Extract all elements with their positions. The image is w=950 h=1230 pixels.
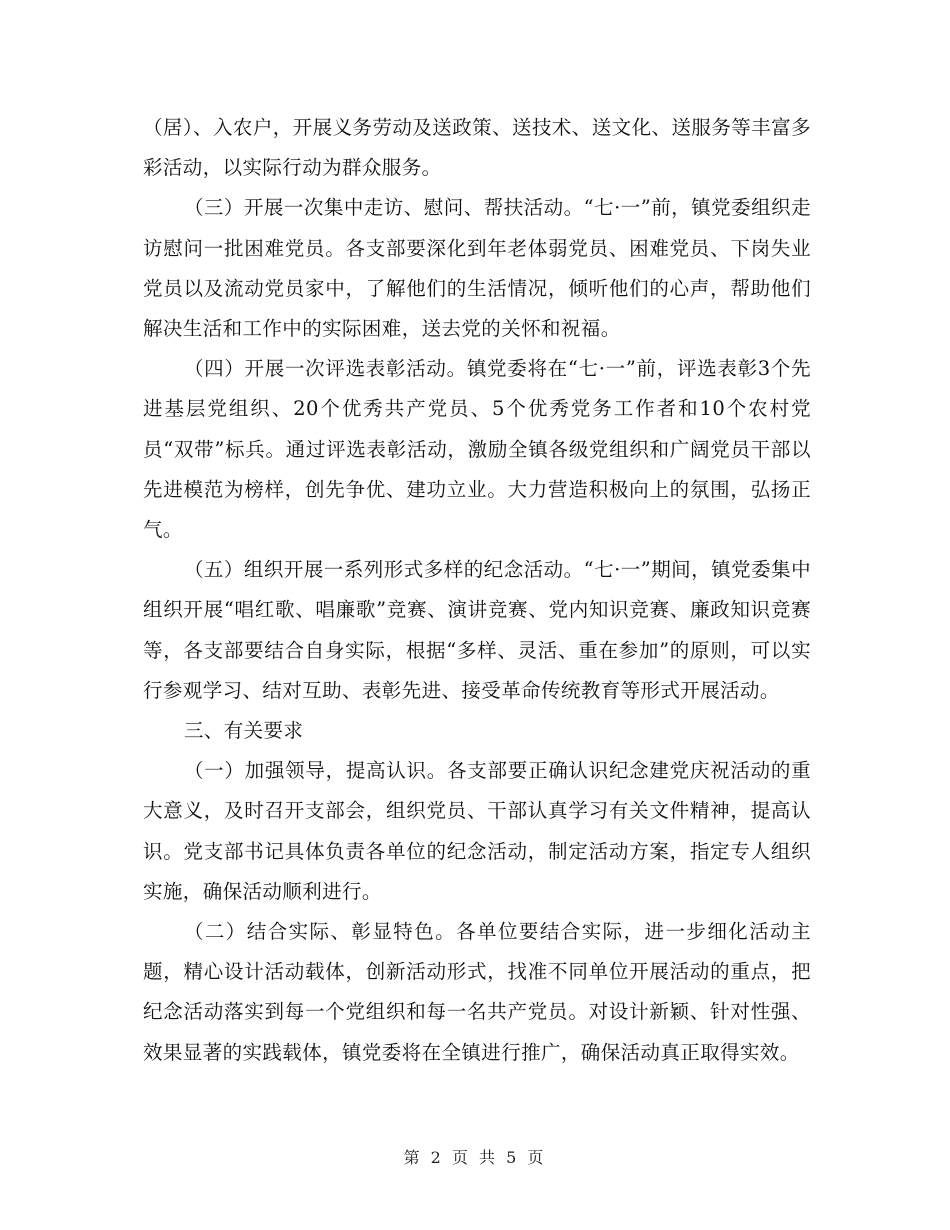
section-heading-requirements: 三、有关要求	[183, 719, 304, 743]
document-body	[143, 108, 811, 1073]
paragraph-commendation-activity: （四）开展一次评选表彰活动。镇党委将在“七·一”前，评选表彰3个先进基层党组织、20个优秀共产党员、5个优秀党务工作者和10个农村党员“双带”标兵。通过评选表彰活动，激励全镇各级党组织和广阔党员干部以先进模范为榜样，创先争优、建功立业。大力营造积极向上的氛围，弘扬正气。	[143, 357, 811, 542]
paragraph-commemoration-activity: （五）组织开展一系列形式多样的纪念活动。“七·一”期间，镇党委集中组织开展“唱红歌、唱廉歌”竞赛、演讲竞赛、党内知识竞赛、廉政知识竞赛等，各支部要结合自身实际，根据“多样、灵活、重在参加”的原则，可以实行参观学习、结对互助、表彰先进、接受革命传统教育等形式开展活动。	[143, 558, 811, 702]
paragraph-leadership: （一）加强领导，提高认识。各支部要正确认识纪念建党庆祝活动的重大意义，及时召开支部会，组织党员、干部认真学习有关文件精神，提高认识。党支部书记具体负责各单位的纪念活动，制定活动方案，指定专人组织实施，确保活动顺利进行。	[143, 759, 811, 903]
paragraph-visit-activity: （三）开展一次集中走访、慰问、帮扶活动。“七·一”前，镇党委组织走访慰问一批困难党员。各支部要深化到年老体弱党员、困难党员、下岗失业党员以及流动党员家中，了解他们的生活情况，倾听他们的心声，帮助他们解决生活和工作中的实际困难，送去党的关怀和祝福。	[143, 196, 811, 341]
paragraph-practice: （二）结合实际、彰显特色。各单位要结合实际，进一步细化活动主题，精心设计活动载体，创新活动形式，找准不同单位开展活动的重点，把纪念活动落实到每一个党组织和每一名共产党员。对设计新颖、针对性强、效果显著的实践载体，镇党委将在全镇进行推广，确保活动真正取得实效。	[143, 920, 811, 1064]
paragraph-continuation: （居）、入农户，开展义务劳动及送政策、送技术、送文化、送服务等丰富多彩活动，以实际行动为群众服务。	[143, 116, 811, 180]
page-number-footer: 第 2 页 共 5 页	[403, 1148, 547, 1167]
